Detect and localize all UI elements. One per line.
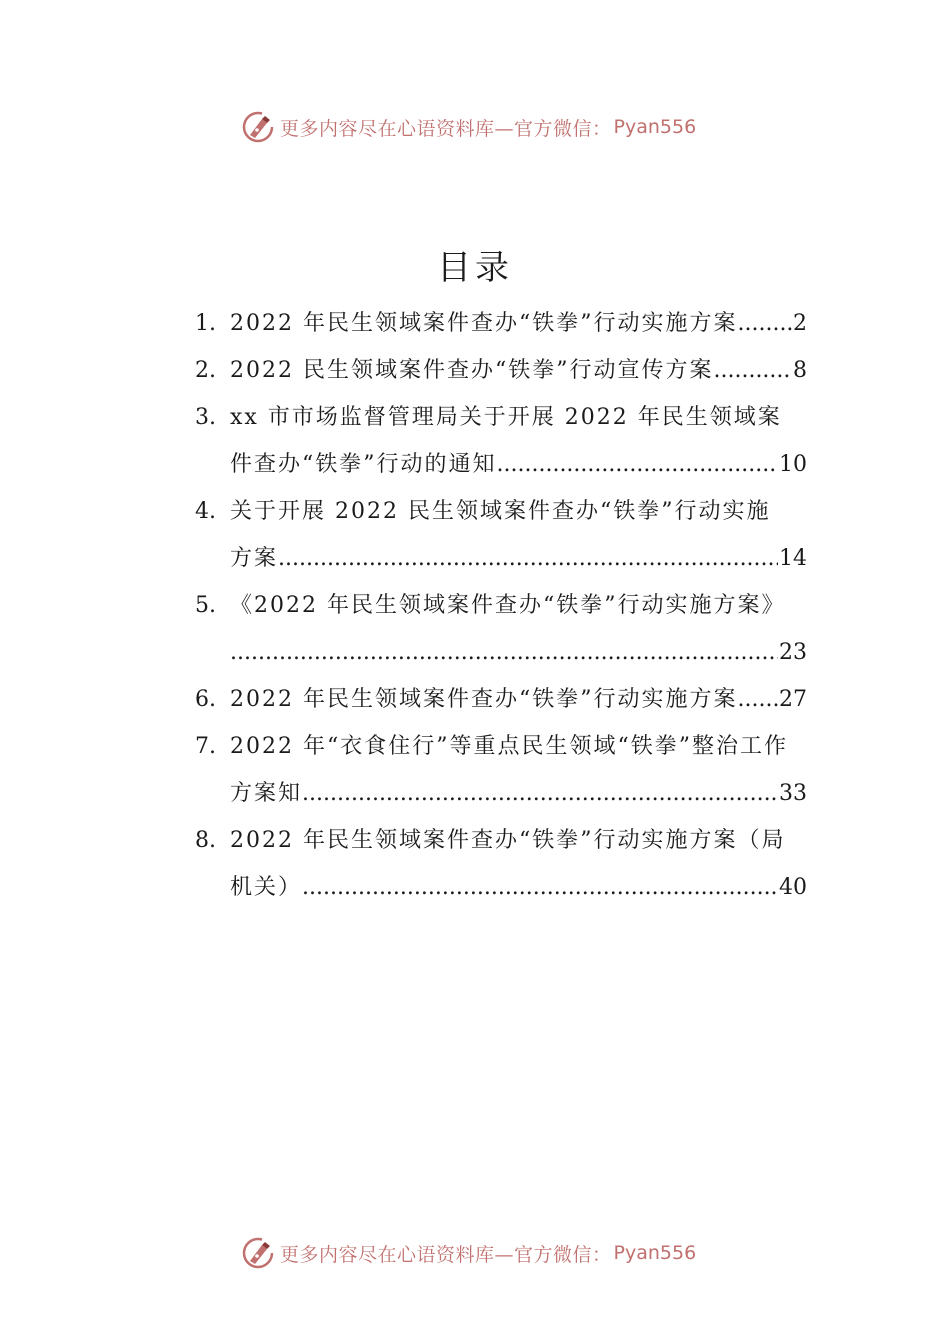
- toc-entry-line: [195, 535, 807, 582]
- toc-page-number: 10: [779, 452, 807, 477]
- toc-entry[interactable]: [195, 347, 807, 394]
- pen-nib-logo-icon: [240, 1235, 276, 1271]
- toc-entry-title: 《2022 年民生领域案件查办“铁拳”行动实施方案》: [230, 593, 786, 618]
- toc-entry[interactable]: [195, 817, 807, 911]
- toc-entry-title: 2022 年民生领域案件查办“铁拳”行动实施方案: [230, 311, 738, 336]
- toc-entry-number: 7.: [195, 734, 216, 759]
- toc-entry-title: xx 市市场监督管理局关于开展 2022 年民生领域案: [230, 405, 782, 430]
- toc-entry-line: [195, 770, 807, 817]
- toc-entry-title: 2022 年民生领域案件查办“铁拳”行动实施方案（局: [230, 828, 786, 853]
- toc-entry-line: [195, 300, 807, 347]
- toc-page-number: 8: [793, 358, 807, 383]
- toc-entry-line: [195, 582, 807, 629]
- toc-entry-title: 方案: [230, 546, 279, 571]
- toc-entry-line: [195, 817, 807, 864]
- toc-entry-number: 3.: [195, 405, 216, 430]
- watermark-text: 更多内容尽在心语资料库—官方微信：: [280, 117, 612, 140]
- toc-entry-number: 4.: [195, 499, 216, 524]
- dot-leader: [302, 770, 778, 817]
- dot-leader: [737, 676, 778, 723]
- footer-watermark: [240, 1233, 696, 1273]
- toc-entry-title: 2022 年民生领域案件查办“铁拳”行动实施方案: [230, 687, 738, 712]
- toc-entry[interactable]: [195, 582, 807, 676]
- dot-leader: [230, 629, 778, 676]
- toc-entry-number: 1.: [195, 311, 216, 336]
- toc-entry-title: 方案知: [230, 781, 303, 806]
- table-of-contents: [195, 300, 807, 911]
- toc-page-number: 27: [779, 687, 807, 712]
- toc-entry-line: [195, 864, 807, 911]
- toc-entry[interactable]: [195, 394, 807, 488]
- toc-entry-number: 5.: [195, 593, 216, 618]
- toc-entry[interactable]: [195, 488, 807, 582]
- toc-entry-number: 6.: [195, 687, 216, 712]
- toc-entry-number: 8.: [195, 828, 216, 853]
- toc-entry-title: 2022 民生领域案件查办“铁拳”行动宣传方案: [230, 358, 714, 383]
- dot-leader: [302, 864, 778, 911]
- toc-entry[interactable]: [195, 300, 807, 347]
- watermark-wechat-id: Pyan556: [613, 116, 697, 138]
- toc-page-number: 14: [779, 546, 807, 571]
- watermark-wechat-id: Pyan556: [613, 1242, 697, 1264]
- toc-page-number: 33: [779, 781, 807, 806]
- toc-entry-title: 2022 年“衣食住行”等重点民生领域“铁拳”整治工作: [230, 734, 788, 759]
- dot-leader: [278, 535, 778, 582]
- toc-page-number: 23: [779, 640, 807, 665]
- toc-entry-line: [195, 488, 807, 535]
- toc-entry[interactable]: [195, 676, 807, 723]
- dot-leader: [737, 300, 792, 347]
- toc-page-number: 2: [793, 311, 807, 336]
- toc-entry-title: 关于开展 2022 民生领域案件查办“铁拳”行动实施: [230, 499, 771, 524]
- toc-entry-line: [195, 441, 807, 488]
- toc-entry-number: 2.: [195, 358, 216, 383]
- watermark-text: 更多内容尽在心语资料库—官方微信：: [280, 1243, 612, 1266]
- dot-leader: [713, 347, 792, 394]
- toc-entry-line: [195, 394, 807, 441]
- page-title: 目录: [437, 248, 513, 288]
- toc-entry-title: 机关）: [230, 875, 303, 900]
- toc-entry-line: [195, 723, 807, 770]
- toc-entry-line: [195, 629, 807, 676]
- toc-page-number: 40: [779, 875, 807, 900]
- dot-leader: [497, 441, 779, 488]
- pen-nib-logo-icon: [240, 109, 276, 145]
- toc-entry[interactable]: [195, 723, 807, 817]
- toc-entry-line: [195, 347, 807, 394]
- toc-entry-title: 件查办“铁拳”行动的通知: [230, 452, 497, 477]
- toc-entry-line: [195, 676, 807, 723]
- header-watermark: [240, 107, 696, 147]
